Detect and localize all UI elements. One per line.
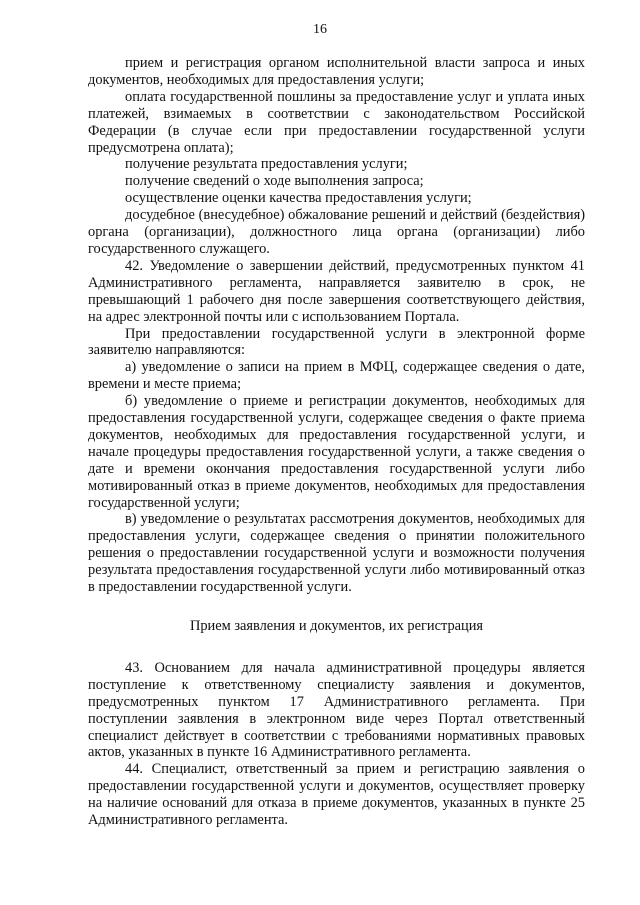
paragraph-quality-assessment: осуществление оценки качества предоставления услуги; <box>125 190 472 207</box>
paragraph-item-b: б) уведомление о приеме и регистрации документов, необходимых для предоставления государственной услуги, содержащее сведения о факте приема документов, необходимых для предоставления государственной услуги, и начале процедуры предоставления государственной услуги, а также сведения о дате и времени окончания предоставления государственной услуги либо мотивированный отказ в приеме документов, необходимых для предоставления государственной услуги; <box>88 393 585 511</box>
paragraph-43-basis: 43. Основанием для начала административной процедуры является поступление к ответственному специалисту заявления и документов, предусмотренных пунктом 17 Административного регламента. При поступлении заявления в электронном виде через Портал ответственный специалист действует в соответствии с требованиями нормативных правовых актов, указанных в пункте 16 Административного регламента. <box>88 659 585 761</box>
paragraph-result-receipt: получение результата предоставления услуги; <box>125 156 408 173</box>
paragraph-44-check: 44. Специалист, ответственный за прием и регистрацию заявления о предоставлении государственной услуги и документов, осуществляет проверку на наличие оснований для отказа в приеме документов, указанных в пункте 25 Административного регламента. <box>88 761 585 829</box>
document-body <box>88 55 585 829</box>
paragraph-item-v: в) уведомление о результатах рассмотрения документов, необходимых для предоставления услуги, содержащее сведения о принятии положительного решения о предоставлении государственной услуги и возможности получения результата предоставления государственной услуги либо мотивированный отказ в предоставлении государственной услуги. <box>88 511 585 596</box>
paragraph-service-request: прием и регистрация органом исполнительной власти запроса и иных документов, необходимых для предоставления услуги; <box>88 55 585 88</box>
paragraph-pretrial-appeal: досудебное (внесудебное) обжалование решений и действий (бездействия) органа (организации), должностного лица органа (организации) либо государственного служащего. <box>88 207 585 257</box>
paragraph-42-notification: 42. Уведомление о завершении действий, предусмотренных пунктом 41 Административного регламента, направляется заявителю в срок, не превышающий 1 рабочего дня после завершения соответствующего действия, на адрес электронной почты или с использованием Портала. <box>88 257 585 325</box>
section-heading: Прием заявления и документов, их регистрация <box>189 618 484 634</box>
paragraph-item-a: а) уведомление о записи на прием в МФЦ, содержащее сведения о дате, времени и месте приема; <box>88 359 585 393</box>
page-number: 16 <box>313 22 327 37</box>
paragraph-electronic-form: При предоставлении государственной услуги в электронной форме заявителю направляются: <box>88 325 585 359</box>
paragraph-state-fee: оплата государственной пошлины за предоставление услуг и уплата иных платежей, взимаемых в соответствии с законодательством Российской Федерации (в случае если при предоставлении государственной услуги предусмотрена оплата); <box>88 88 585 156</box>
paragraph-request-status: получение сведений о ходе выполнения запроса; <box>125 173 424 190</box>
